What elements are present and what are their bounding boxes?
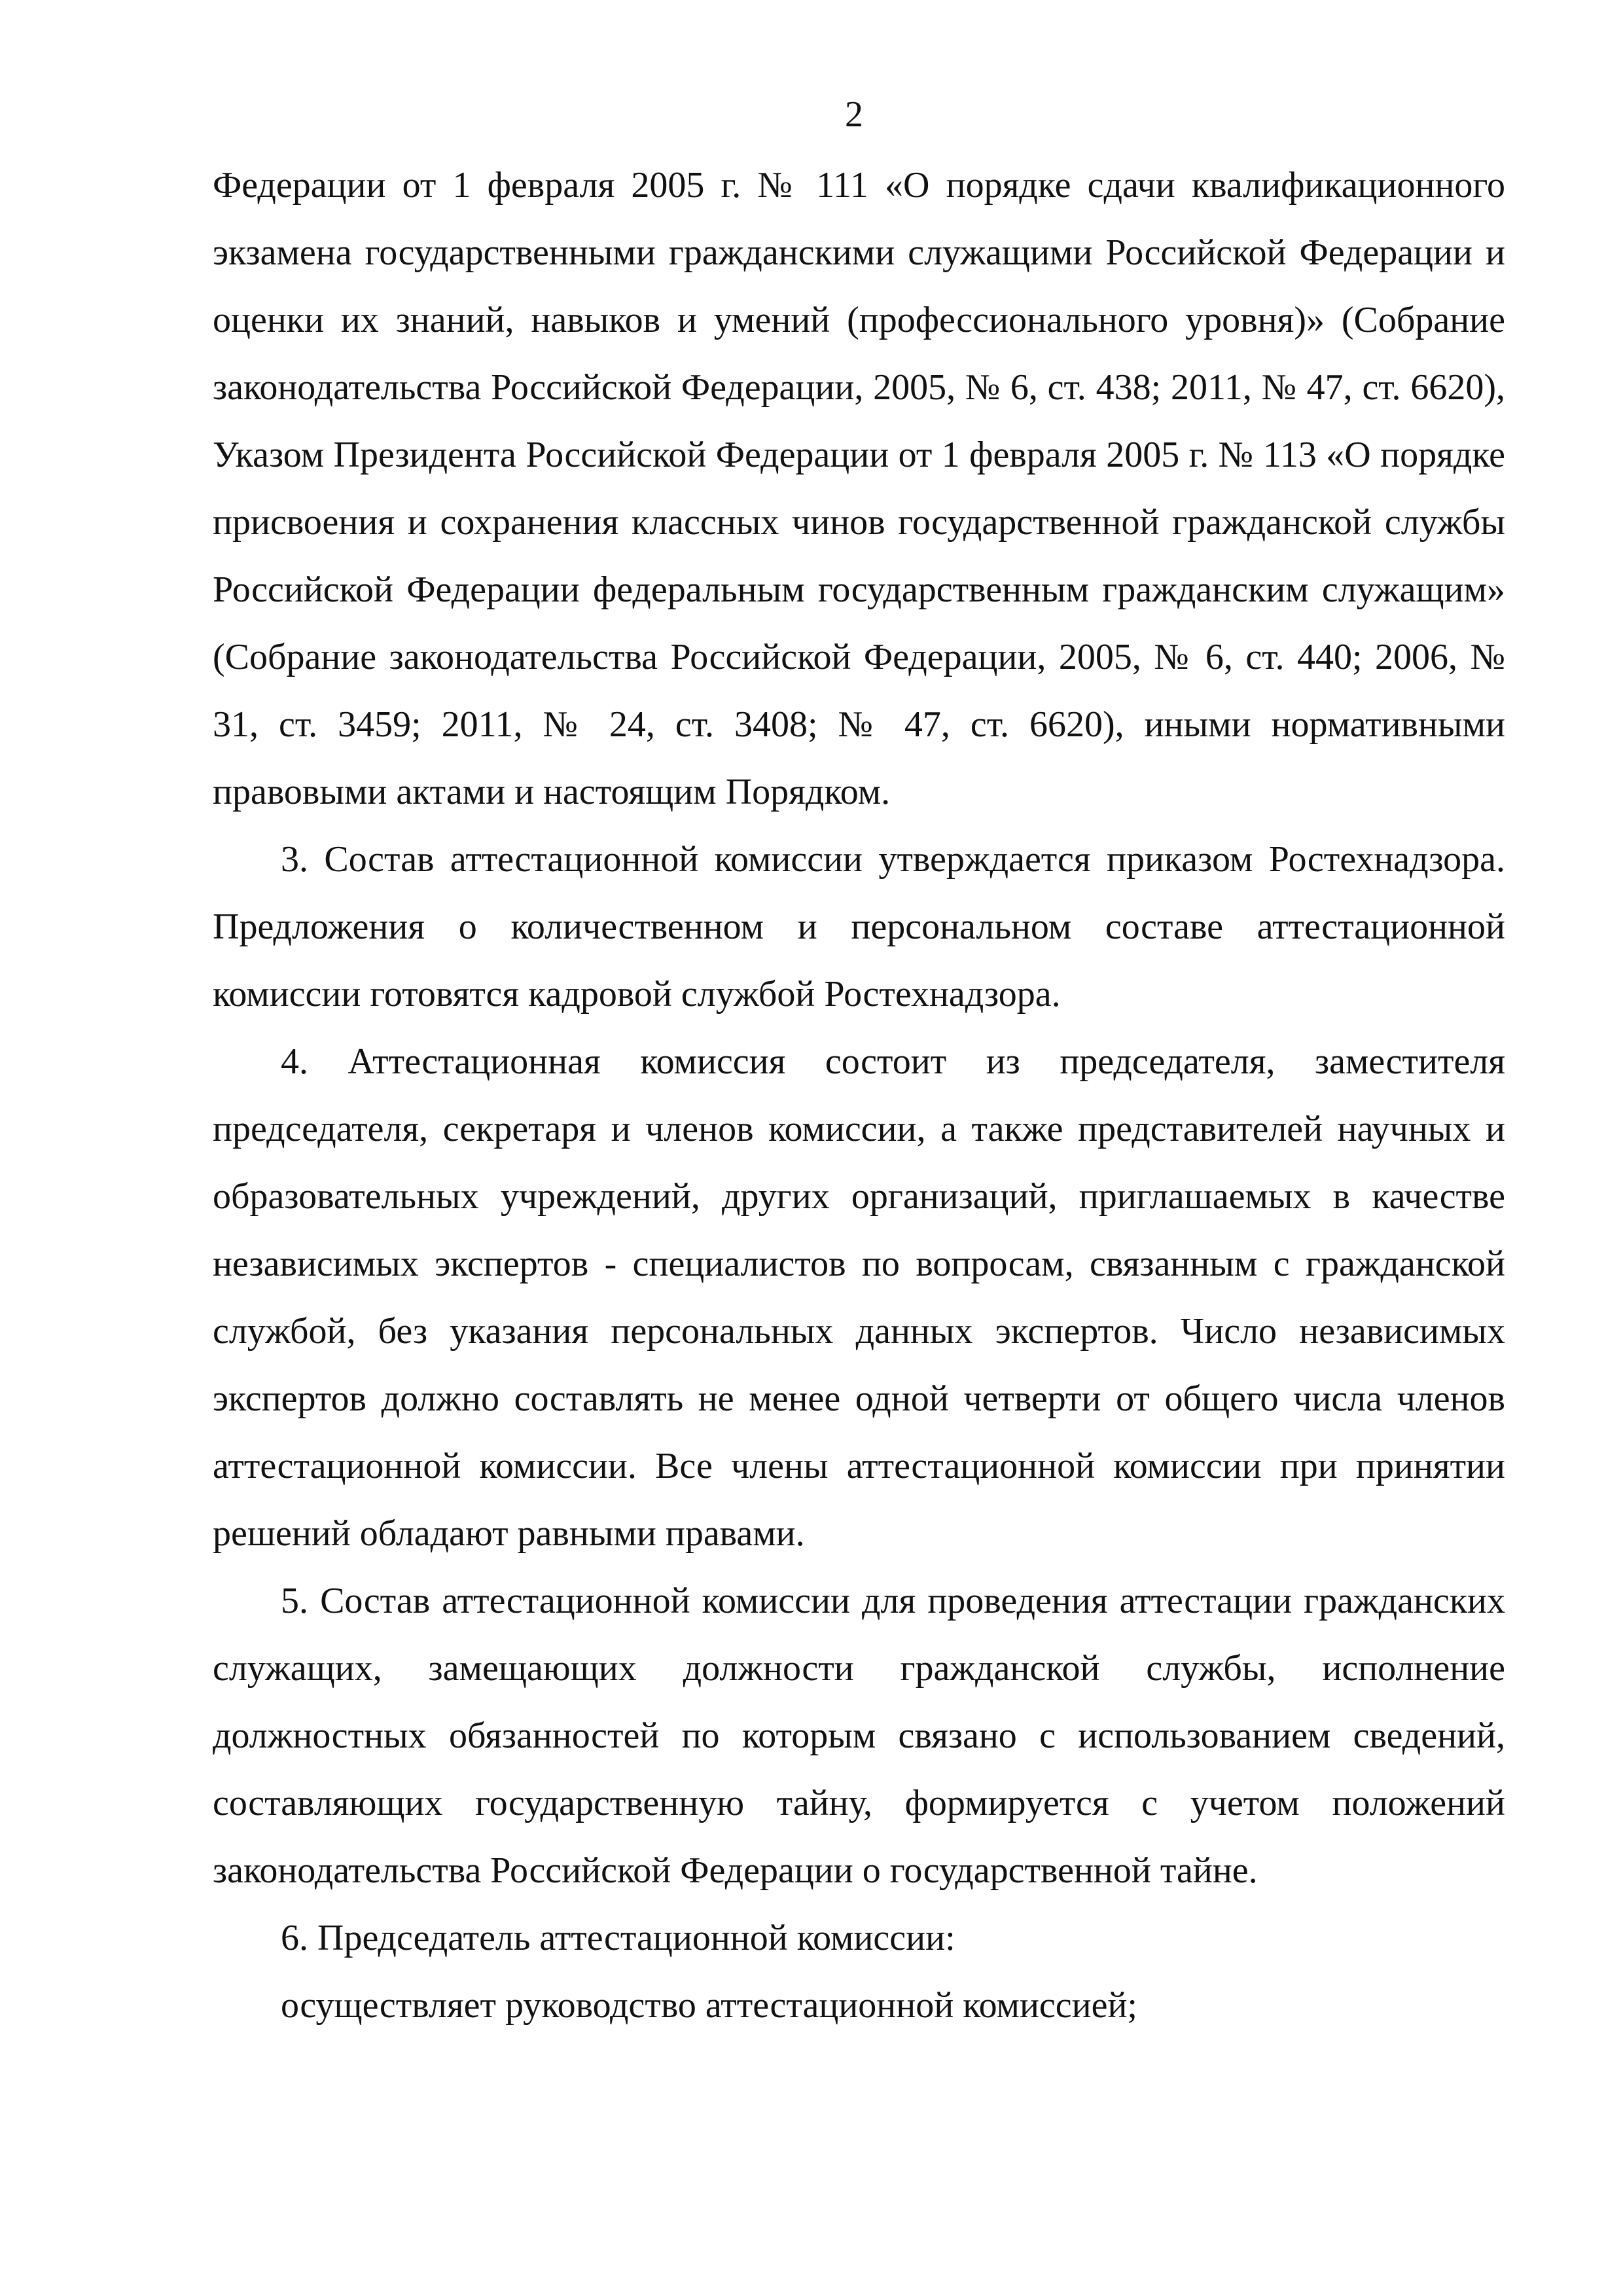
paragraph-item-5: 5. Состав аттестационной комиссии для проведения аттестации гражданских служащих, замещающих должности гражданской службы, исполнение должностных обязанностей по которым связано с использованием сведений, составляющих государственную тайну, формируется с учетом положений законодательства Российской Федерации о государственной тайне. [213,1581,1505,1891]
paragraph-item-3: 3. Состав аттестационной комиссии утверждается приказом Ростехнадзора. Предложения о количественном и персональном составе аттестационной комиссии готовятся кадровой службой Ростехнадзора. [213,839,1505,1014]
paragraph-item-6: 6. Председатель аттестационной комиссии: [281,1918,955,1958]
paragraph-item-6-duty: осуществляет руководство аттестационной комиссией; [281,1985,1137,2026]
paragraph-continuation: Федерации от 1 февраля 2005 г. № 111 «О порядке сдачи квалификационного экзамена государственными гражданскими служащими Российской Федерации и оценки их знаний, навыков и умений (профессионального уровня)» (Собрание законодательства Российской Федерации, 2005, № 6, ст. 438; 2011, № 47, ст. 6620), Указом Президента Российской Федерации от 1 февраля 2005 г. № 113 «О порядке присвоения и сохранения классных чинов государственной гражданской службы Российской Федерации федеральным государственным гражданским служащим» (Собрание законодательства Российской Федерации, 2005, № 6, ст. 440; 2006, № 31, ст. 3459; 2011, № 24, ст. 3408; № 47, ст. 6620), иными нормативными правовыми актами и настоящим Порядком. [213,165,1505,812]
page-number: 2 [845,94,863,135]
paragraph-item-4: 4. Аттестационная комиссия состоит из председателя, заместителя председателя, секретаря и членов комиссии, а также представителей научных и образовательных учреждений, других организаций, приглашаемых в качестве независимых экспертов - специалистов по вопросам, связанным с гражданской службой, без указания персональных данных экспертов. Число независимых экспертов должно составлять не менее одной четверти от общего числа членов аттестационной комиссии. Все члены аттестационной комиссии при принятии решений обладают равными правами. [213,1041,1505,1554]
document-body [213,152,1505,2039]
